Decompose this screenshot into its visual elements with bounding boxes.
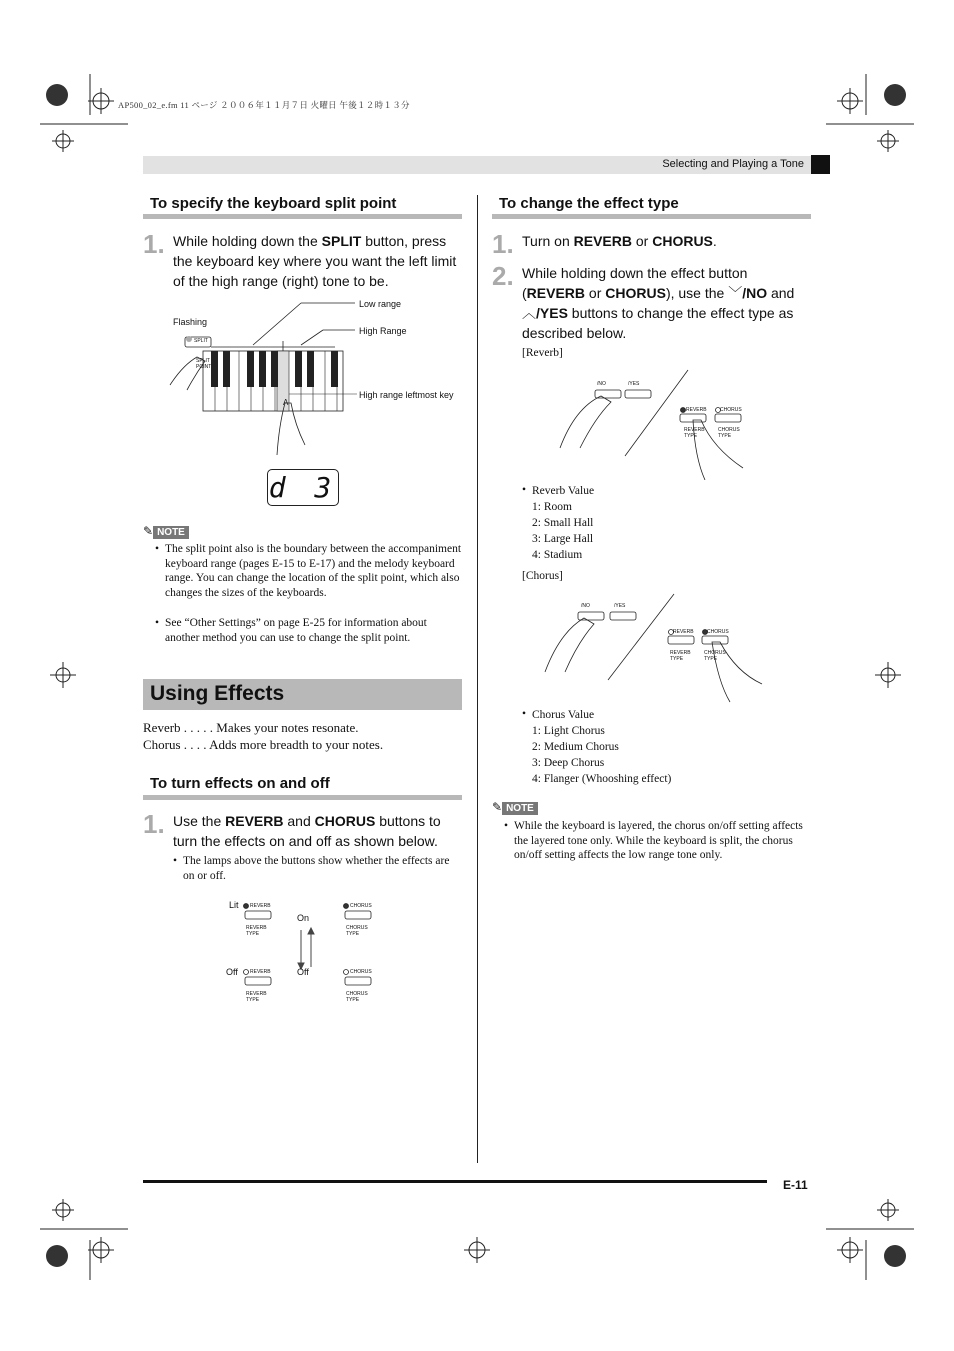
reverb-tag: [Reverb]	[522, 347, 563, 359]
key-marker: A	[283, 398, 289, 407]
reverb-definition: Reverb . . . . . Makes your notes resonate.	[143, 720, 359, 735]
chorus-type-label-off: CHORUS TYPE	[346, 991, 368, 1003]
chorus-lamp-label-off: CHORUS	[350, 969, 372, 975]
chorus-diagram-no: /NO	[581, 603, 590, 609]
onoff-step-number: 1.	[143, 809, 165, 839]
reverb-value-3: 3: Large Hall	[532, 533, 594, 545]
high-range-label: High Range	[359, 326, 407, 336]
note-bullet-1: •	[155, 543, 160, 555]
effect-step2-number: 2.	[492, 261, 514, 291]
column-divider	[477, 195, 478, 1163]
chorus-value-title: Chorus Value	[532, 709, 595, 721]
chorus-value-2: 2: Medium Chorus	[532, 741, 619, 753]
chorus-diagram-chorus-type: CHORUS TYPE	[704, 650, 726, 662]
down-chevron-icon: ﹀	[728, 285, 743, 301]
reverb-value-title: Reverb Value	[532, 485, 595, 497]
header-block	[811, 155, 830, 174]
split-step-number: 1.	[143, 229, 165, 259]
chorus-diagram-yes: /YES	[614, 603, 626, 609]
effect-step1-number: 1.	[492, 229, 514, 259]
chorus-diagram-reverb: REVERB	[673, 629, 694, 635]
effects-title: Using Effects	[150, 682, 285, 705]
chorus-diagram	[540, 592, 770, 704]
note-text-2: See “Other Settings” on page E-25 for information about another method you can use to change the split point.	[165, 617, 427, 644]
flashing-label: Flashing	[173, 317, 208, 327]
reverb-value-2: 2: Small Hall	[532, 517, 594, 529]
effect-step2-text: While holding down the effect button (REVERB or CHORUS), use the ﹀/NO and ︿/YES buttons to change the effect type as described below.	[522, 265, 795, 341]
effect-step1-text: Turn on REVERB or CHORUS.	[522, 233, 717, 249]
low-range-label: Low range	[359, 299, 402, 309]
chorus-type-label-on: CHORUS TYPE	[346, 925, 368, 937]
note-badge-left: ✎ NOTE	[143, 522, 189, 540]
reverb-diagram-reverb: REVERB	[686, 407, 707, 413]
lcd-display: d 3	[268, 471, 338, 504]
chorus-tag: [Chorus]	[522, 570, 563, 582]
split-point-label: SPLIT POINT	[196, 358, 212, 370]
note-text-1: The split point also is the boundary between the accompaniment keyboard range (pages E-15 to E-17) and the melody keyboard range. You can change the location of the split point, which also changes the sizes of the keyboards.	[165, 543, 462, 599]
pencil-icon: ✎	[492, 800, 503, 814]
onoff-title: To turn effects on and off	[150, 775, 330, 792]
chorus-value-4: 4: Flanger (Whooshing effect)	[532, 773, 672, 785]
keyboard-keys	[211, 351, 338, 411]
reverb-type-label-on: REVERB TYPE	[246, 925, 267, 937]
file-header: AP500_02_e.fm 11 ページ ２００６年１１月７日 火曜日 午後１２時１３分	[118, 100, 410, 110]
onoff-step-text: Use the REVERB and CHORUS buttons to turn the effects on and off as shown below.	[173, 813, 441, 849]
page-number: E-11	[783, 1178, 808, 1192]
note-bullet-2: •	[155, 617, 160, 629]
off-label-mid: Off	[297, 967, 309, 977]
high-leftmost-label: High range leftmost key	[359, 390, 454, 400]
chorus-value-list	[532, 707, 671, 787]
pencil-icon: ✎	[143, 524, 154, 538]
on-label: On	[297, 913, 310, 923]
onoff-bullet: •	[173, 855, 178, 867]
reverb-diagram-chorus-type: CHORUS TYPE	[718, 427, 740, 439]
lit-label: Lit	[229, 900, 239, 910]
split-title: To specify the keyboard split point	[150, 195, 397, 212]
section-title: Selecting and Playing a Tone	[662, 158, 804, 170]
reverb-value-4: 4: Stadium	[532, 549, 583, 561]
chorus-diagram-reverb-type: REVERB TYPE	[670, 650, 691, 662]
reverb-value-list	[532, 483, 594, 563]
onoff-bullet-text: The lamps above the buttons show whether the effects are on or off.	[183, 855, 450, 882]
effect-type-title: To change the effect type	[499, 195, 679, 212]
effect-type-rule	[492, 214, 811, 219]
onoff-title-rule	[143, 795, 462, 800]
chorus-definition: Chorus . . . . Adds more breadth to your notes.	[143, 737, 384, 752]
split-step-text: While holding down the SPLIT button, press the keyboard key where you want the left limit of the high range (right) tone to be.	[173, 233, 457, 289]
chorus-lamp-label-on: CHORUS	[350, 903, 372, 909]
reverb-diagram-yes: /YES	[628, 381, 640, 387]
reverb-lamp-label-off: REVERB	[250, 969, 271, 975]
right-note-bullet: •	[504, 820, 509, 832]
split-button-label: SPLIT	[194, 338, 208, 344]
reverb-diagram-reverb-type: REVERB TYPE	[684, 427, 705, 439]
reverb-diagram-no: /NO	[597, 381, 606, 387]
chorus-value-3: 3: Deep Chorus	[532, 757, 605, 769]
reverb-diagram	[555, 368, 755, 480]
split-title-rule	[143, 214, 462, 219]
chorus-value-1: 1: Light Chorus	[532, 725, 605, 737]
up-chevron-icon: ︿	[522, 305, 536, 321]
chorus-diagram-chorus: CHORUS	[707, 629, 729, 635]
right-note-text: While the keyboard is layered, the chorus on/off setting affects the layered tone only. While the keyboard is split, the chorus on/off setting affects the low range tone only.	[514, 820, 803, 861]
reverb-lamp-label-on: REVERB	[250, 903, 271, 909]
off-label-left: Off	[226, 967, 238, 977]
note-badge-right: ✎ NOTE	[492, 798, 538, 816]
footer-rule	[143, 1180, 767, 1183]
reverb-value-bullet: •	[522, 484, 527, 496]
split-keyboard-diagram	[165, 295, 465, 455]
reverb-type-label-off: REVERB TYPE	[246, 991, 267, 1003]
reverb-diagram-chorus: CHORUS	[720, 407, 742, 413]
chorus-value-bullet: •	[522, 708, 527, 720]
reverb-value-1: 1: Room	[532, 501, 572, 513]
